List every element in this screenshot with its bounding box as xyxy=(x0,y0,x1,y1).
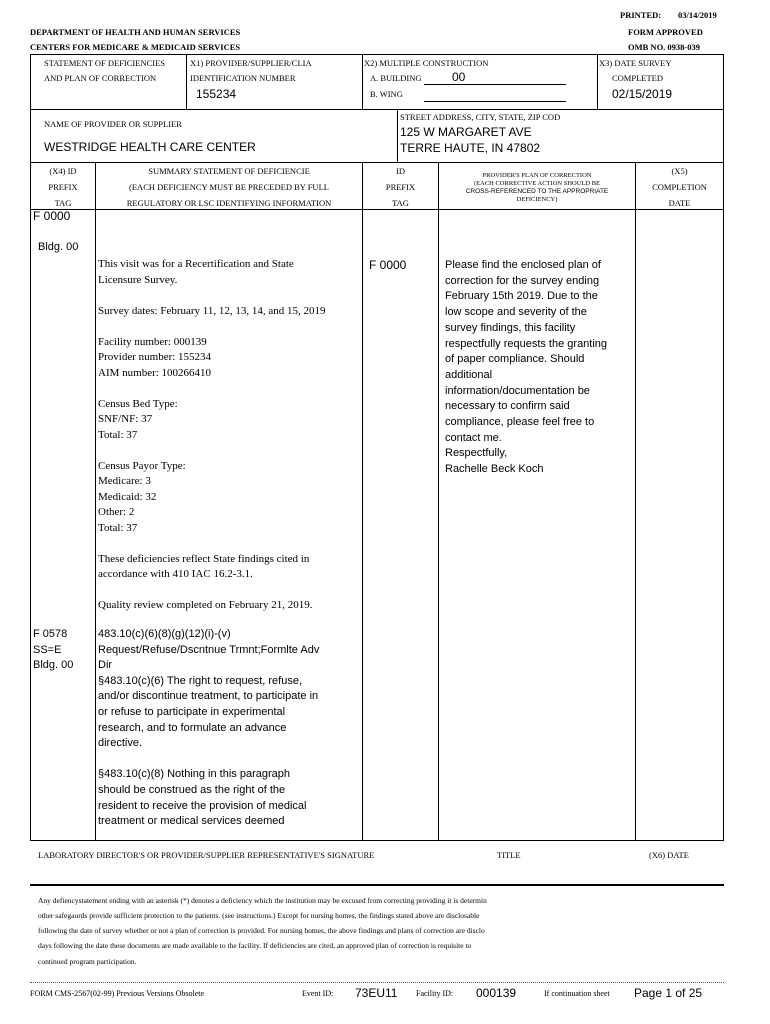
col-id-prefix: PREFIX xyxy=(385,182,416,192)
plan-label: AND PLAN OF CORRECTION xyxy=(44,73,157,83)
page-number: Page 1 of 25 xyxy=(634,986,703,1000)
divider-line xyxy=(397,109,398,162)
footnote-line: following the date of survey whether or not a plan of correction is provided. For nursing homes, the above findings and plans of correction are disclo xyxy=(38,926,485,935)
col-plan-title: PROVIDER'S PLAN OF CORRECTION xyxy=(482,172,592,179)
date-survey-label: X3) DATE SURVEY xyxy=(599,58,672,68)
continuation-label: If continuation sheet xyxy=(544,989,610,998)
completed-label: COMPLETED xyxy=(612,73,663,83)
address-label: STREET ADDRESS, CITY, STATE, ZIP COD xyxy=(400,112,561,122)
form-approved: FORM APPROVED xyxy=(628,27,703,37)
col-completion: COMPLETION xyxy=(652,182,707,192)
footnote-line: continued program participation. xyxy=(38,957,137,966)
plan-id-tag: F 0000 xyxy=(369,258,407,272)
deficiency-tag-f0578: F 0578 SS=E Bldg. 00 xyxy=(33,628,74,672)
printed-date: 03/14/2019 xyxy=(678,10,717,20)
divider-line xyxy=(30,209,724,210)
col-date: DATE xyxy=(668,198,691,208)
provider-id-value: 155234 xyxy=(196,87,237,101)
col-summary-note: (EACH DEFICIENCY MUST BE PRECEDED BY FULL xyxy=(129,182,329,192)
col-summary-title: SUMMARY STATEMENT OF DEFICIENCIE xyxy=(148,166,310,176)
form-number: FORM CMS-2567(02-99) Previous Versions Obsolete xyxy=(30,989,205,998)
footnote-line: other safegaurds provide sufficient protection to the patients. (see instructions.) Except for nursing homes, the findings stated above are disclosable xyxy=(38,911,480,920)
divider-line xyxy=(635,162,636,840)
col-summary-note2: REGULATORY OR LSC IDENTIFYING INFORMATION xyxy=(126,198,332,208)
col-x4-id: (X4) ID xyxy=(49,166,77,176)
plan-of-correction-text: Please find the enclosed plan of correction for the survey ending February 15th 2019. Due to the low scope and severity of the survey findings, this facility respectfully requests the granting of paper compliance. Should additional information/documentation be necessary to confirm said compliance, please feel free to contact me. Respectfully, Rachelle Beck Koch xyxy=(445,259,608,476)
title-label: TITLE xyxy=(497,850,521,860)
col-plan-note1: (EACH CORRECTIVE ACTION SHOULD BE xyxy=(473,180,601,187)
building-value: 00 xyxy=(452,70,466,84)
printed-label: PRINTED: xyxy=(620,10,662,20)
building-underline xyxy=(424,84,566,85)
omb-number: OMB NO. 0938-039 xyxy=(628,42,701,52)
col-x4-prefix: PREFIX xyxy=(48,182,78,192)
col-plan-note3: DEFICIENCY) xyxy=(516,196,558,203)
address-line-2: TERRE HAUTE, IN 47802 xyxy=(400,141,541,155)
department-title: DEPARTMENT OF HEALTH AND HUMAN SERVICES xyxy=(30,27,241,37)
building-label: A. BUILDING xyxy=(370,73,422,83)
signature-rule xyxy=(30,884,724,886)
address-line-1: 125 W MARGARET AVE xyxy=(400,125,532,139)
divider-line xyxy=(30,162,724,163)
col-x5: (X5) xyxy=(671,166,688,176)
divider-line xyxy=(30,840,724,841)
right-border xyxy=(723,54,724,840)
multiple-construction-label: X2) MULTIPLE CONSTRUCTION xyxy=(364,58,489,68)
divider-line xyxy=(186,54,187,109)
divider-line xyxy=(95,162,96,840)
footer-rule xyxy=(30,982,724,983)
facility-id-label: Facility ID: xyxy=(416,989,454,998)
col-x4-tag: TAG xyxy=(54,198,72,208)
facility-id-value: 000139 xyxy=(476,986,517,1000)
footnote-line: days following the date these documents are made available to the facility. If deficiencies are cited, an approved plan of correction is requisite to xyxy=(38,941,472,950)
divider-line xyxy=(362,54,363,109)
event-id-value: 73EU11 xyxy=(355,986,398,1000)
regulation-text: 483.10(c)(6)(8)(g)(12)(i)-(v) Request/Refuse/Dscntnue Trmnt;Formlte Adv Dir §483.10(c)(6) The right to request, refuse, and/or discontinue treatment, to participate in or refuse to participate in experimental research, and to formulate an advance directive. §483.10(c)(8) Nothing in this paragraph should be construed as the right of the resident to receive the provision of medical treatment or medical services deemed xyxy=(98,628,320,828)
provider-name-value: WESTRIDGE HEALTH CARE CENTER xyxy=(44,140,256,154)
top-border xyxy=(30,54,724,55)
wing-underline xyxy=(424,101,566,102)
identification-label: IDENTIFICATION NUMBER xyxy=(190,73,296,83)
provider-name-label: NAME OF PROVIDER OR SUPPLIER xyxy=(44,119,182,129)
deficiency-tag-f0000: F 0000 xyxy=(33,209,71,223)
col-id: ID xyxy=(396,166,405,176)
provider-id-label: X1) PROVIDER/SUPPLIER/CLIA xyxy=(190,58,312,68)
event-id-label: Event ID: xyxy=(302,989,334,998)
survey-date-value: 02/15/2019 xyxy=(612,87,673,101)
signature-label: LABORATORY DIRECTOR'S OR PROVIDER/SUPPLIER REPRESENTATIVE'S SIGNATURE xyxy=(38,850,375,860)
divider-line xyxy=(597,54,598,109)
centers-title: CENTERS FOR MEDICARE & MEDICAID SERVICES xyxy=(30,42,241,52)
footnote-line: Any defiencystatement ending with an asterisk (*) denotes a deficiency which the institution may be excused from correcting providing it is determin xyxy=(38,896,487,905)
divider-line xyxy=(438,162,439,840)
date-label: (X6) DATE xyxy=(649,850,689,860)
building-tag: Bldg. 00 xyxy=(38,241,79,253)
statement-label: STATEMENT OF DEFICIENCIES xyxy=(44,58,166,68)
divider-line xyxy=(30,109,724,110)
col-id-tag: TAG xyxy=(392,198,409,208)
wing-label: B. WING xyxy=(370,89,403,99)
divider-line xyxy=(362,162,363,840)
col-plan-note2: CROSS-REFERENCED TO THE APPROPRIATE xyxy=(465,188,609,195)
summary-text: This visit was for a Recertification and State Licensure Survey. Survey dates: February 11, 12, 13, 14, and 15, 2019 Facility number: 000139 Provider number: 155234 AIM number: 100266410 Census Bed Type: SNF/NF: 37 Total: 37 Census Payor Type: Medicare: 3 Medicaid: 32 Other: 2 Total: 37 These deficiencies reflect State findings cited in accordance with 410 IAC 16.2-3.1. Quality review completed on February 21, 2019. xyxy=(98,258,326,611)
